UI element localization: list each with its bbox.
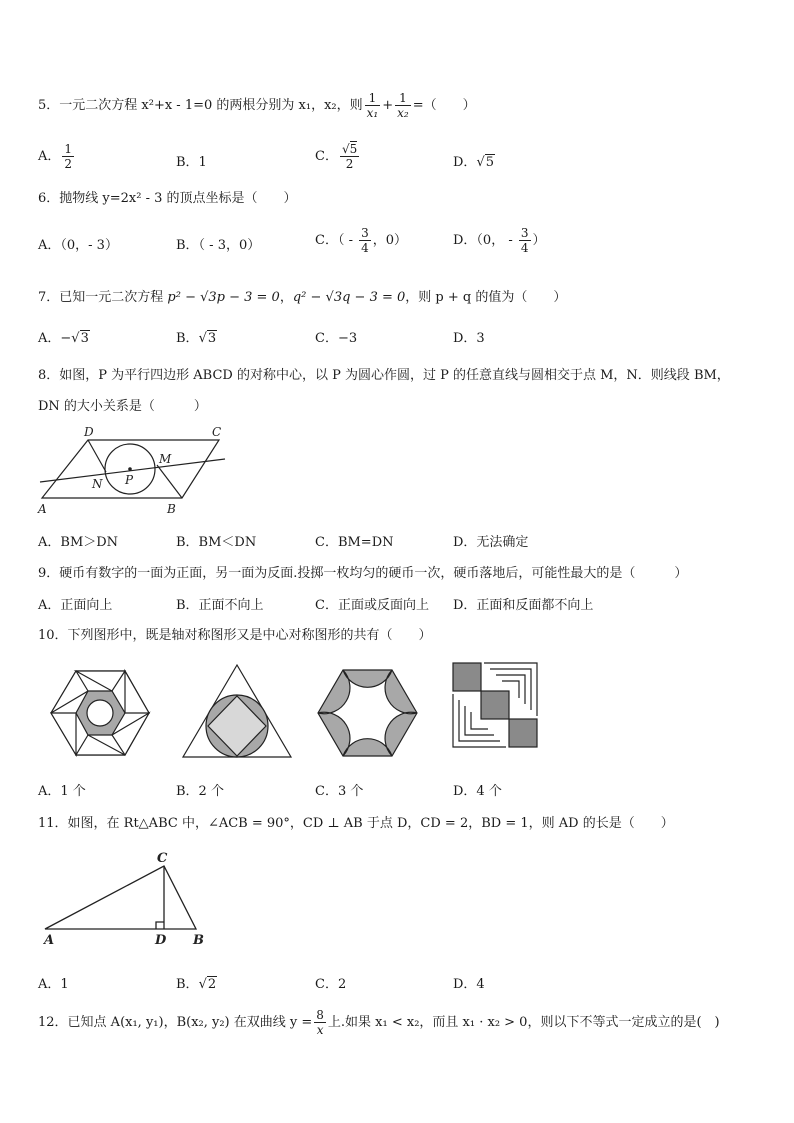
q10-stem: 10．下列图形中，既是轴对称图形又是中心对称图形的共有（ ） (38, 628, 432, 643)
q7-equation-p: p² − √3p − 3 = 0 (167, 290, 280, 305)
q7-option-d[interactable]: D．3 (453, 331, 485, 346)
q10-option-d[interactable]: D．4 个 (453, 784, 502, 799)
q6-stem: 6．抛物线 y=2x² - 3 的顶点坐标是（ ） (38, 191, 297, 206)
q8-stem-line2: DN 的大小关系是（ ） (38, 399, 207, 414)
q8-option-a[interactable]: A．BM＞DN (38, 535, 119, 550)
q5-option-b[interactable]: B．1 (176, 155, 207, 170)
q9-option-d[interactable]: D．正面和反面都不向上 (453, 598, 594, 613)
label-a: A (38, 502, 47, 516)
q5-fraction-2: $\frac{1}{\text{x₂}}$ (397, 91, 409, 120)
label-m: M (159, 452, 172, 466)
q6-option-d[interactable]: D．（0， - $\frac{3}{4}$ ） (453, 226, 546, 255)
q9-option-b[interactable]: B．正面不向上 (176, 598, 264, 613)
q5-stem: 5．一元二次方程 x²+x - 1=0 的两根分别为 x₁，x₂，则 $\frac{1}{\text{x₁}}$ + $\frac{1}{\text{x₂}}$ =（ ） (38, 91, 476, 120)
q5-option-c[interactable]: C． $\frac{√5}{2}$ (315, 142, 358, 171)
q8-stem-line1: 8．如图，P 为平行四边形 ABCD 的对称中心，以 P 为圆心作圆，过 P 的任意直线与圆相交于点 M，N．则线段 BM， (38, 368, 730, 383)
right-angle-mark (156, 922, 164, 929)
q7-equation-q: q² − √3q − 3 = 0 (292, 290, 406, 305)
q5-suffix: =（ ） (412, 98, 476, 113)
q9-option-a[interactable]: A．正面向上 (38, 598, 113, 613)
label-p: P (125, 473, 134, 487)
label-c: C (157, 851, 168, 866)
q10-option-a[interactable]: A．1 个 (38, 784, 86, 799)
q11-option-d[interactable]: D．4 (453, 977, 485, 992)
label-c: C (212, 425, 222, 439)
q11-option-c[interactable]: C．2 (315, 977, 347, 992)
q7-option-c[interactable]: C．−3 (315, 331, 358, 346)
q9-option-c[interactable]: C．正面或反面向上 (315, 598, 429, 613)
q7-option-b[interactable]: B．√3 (176, 331, 217, 346)
triangle-abc (45, 866, 196, 929)
q10-option-b[interactable]: B．2 个 (176, 784, 224, 799)
q6-option-a[interactable]: A．（0，- 3） (38, 238, 118, 253)
q12-fraction: $\frac{8}{x}$ (316, 1008, 324, 1037)
q7-stem: 7．已知一元二次方程 p² − √3p − 3 = 0，q² − √3q − 3 = 0，则 p + q 的值为（ ） (38, 290, 567, 305)
q8-option-b[interactable]: B．BM＜DN (176, 535, 257, 550)
label-n: N (92, 477, 103, 491)
q8-option-c[interactable]: C．BM=DN (315, 535, 394, 550)
q11-option-a[interactable]: A．1 (38, 977, 69, 992)
label-b: B (167, 502, 176, 516)
q6-option-b[interactable]: B．（ - 3，0） (176, 238, 261, 253)
q9-stem: 9．硬币有数字的一面为正面，另一面为反面.投掷一枚均匀的硬币一次，硬币落地后，可能性最大的是（ ） (38, 566, 688, 581)
q5-option-d[interactable]: D．√5 (453, 155, 495, 170)
q8-option-d[interactable]: D．无法确定 (453, 535, 529, 550)
q5-prefix: 5．一元二次方程 x²+x - 1=0 的两根分别为 x₁，x₂，则 (38, 98, 363, 113)
q5-option-a[interactable]: A． $\frac{1}{2}$ (38, 142, 73, 171)
q12-stem: 12．已知点 A(x₁, y₁)，B(x₂, y₂) 在双曲线 y = $\frac{8}{x}$ 上.如果 x₁ < x₂，而且 x₁ · x₂ > 0，则以下不等式一定成立的是( ) (38, 1008, 720, 1037)
q6-option-c[interactable]: C．（ - $\frac{3}{4}$ ，0） (315, 226, 408, 255)
q10-option-c[interactable]: C．3 个 (315, 784, 364, 799)
q7-option-a[interactable]: A．−√3 (38, 331, 89, 346)
label-b: B (193, 933, 204, 948)
label-d: D (155, 933, 167, 948)
q11-option-b[interactable]: B．√2 (176, 977, 217, 992)
label-a: A (44, 933, 55, 948)
q5-fraction-1: $\frac{1}{\text{x₁}}$ (366, 91, 379, 120)
q11-stem: 11．如图，在 Rt△ABC 中，∠ACB = 90°，CD ⊥ AB 于点 D，CD = 2，BD = 1，则 AD 的长是（ ） (38, 816, 674, 831)
label-d: D (84, 425, 94, 439)
